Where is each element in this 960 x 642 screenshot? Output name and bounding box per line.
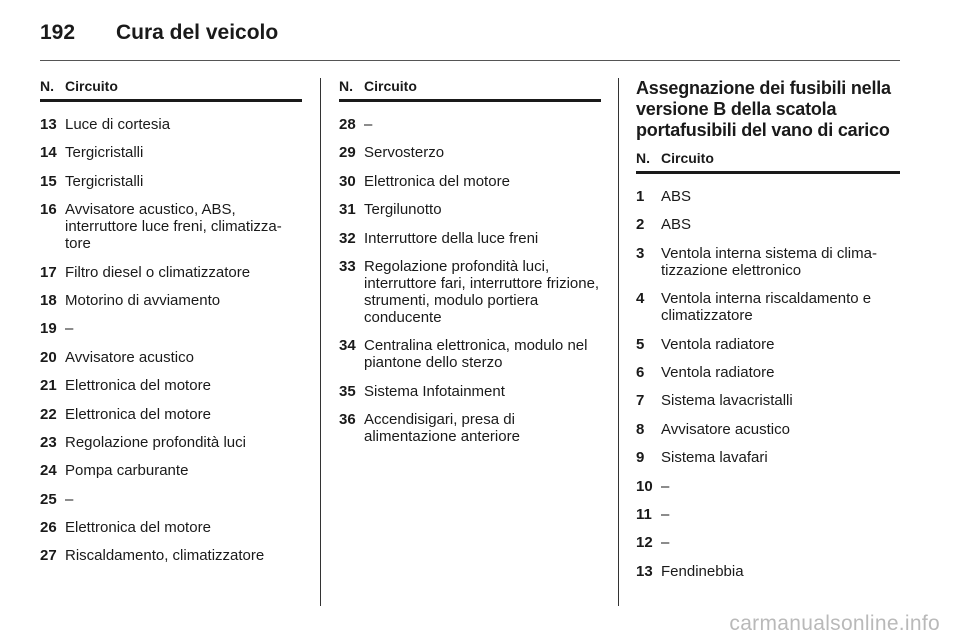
fuse-list [339,116,601,445]
fuse-number: 2 [636,216,645,234]
fuse-row [636,563,900,580]
fuse-number: 35 [339,382,356,400]
circuit-name: – [364,116,373,133]
circuit-name: Elettronica del motore [65,377,211,395]
fuse-row [339,230,601,247]
fuse-number: 20 [40,348,57,366]
fuse-row [339,144,601,161]
circuit-name: – [65,490,74,508]
fuse-number: 8 [636,420,645,438]
fuse-row [636,534,900,551]
circuit-name: Fendinebbia [661,562,744,580]
circuit-name: Tergilunotto [364,201,442,219]
fuse-number: 16 [40,201,57,219]
fuse-row [40,406,302,423]
fuse-column-2 [339,78,601,457]
column-divider [618,78,619,606]
circuit-name: Sistema lavafari [661,449,768,467]
circuit-name: Ventola interna sistema di clima-tizzazione elettronico [661,244,877,279]
fuse-row [339,201,601,218]
circuit-name: Luce di cortesia [65,116,171,133]
fuse-number: 29 [339,144,356,162]
header-circuit: Circuito [661,150,714,166]
circuit-name: Avvisatore acustico [661,420,790,438]
section-title: Assegnazione dei fusibili nella versione B della scatola portafusibili del vano di carico [636,78,891,140]
fuse-number: 24 [40,462,57,480]
fuse-row [40,144,302,161]
header-number: N. [339,78,353,94]
fuse-number: 32 [339,229,356,247]
fuse-row [339,258,601,326]
fuse-number: 9 [636,449,645,467]
header-number: N. [636,150,650,166]
circuit-name: Interruttore della luce freni [364,229,539,247]
fuse-number: 17 [40,263,57,281]
fuse-row [339,411,601,445]
fuse-row [40,491,302,508]
circuit-name: Pompa carburante [65,462,189,480]
header-circuit: Circuito [364,78,417,94]
fuse-number: 18 [40,291,57,309]
fuse-row [339,337,601,371]
circuit-name: Avvisatore acustico, ABS, interruttore luce freni, climatizza-tore [65,201,282,253]
fuse-number: 4 [636,290,645,308]
fuse-row [40,320,302,337]
fuse-number: 36 [339,411,356,429]
fuse-row [636,421,900,438]
circuit-name: Sistema Infotainment [364,382,505,400]
fuse-list [40,116,302,564]
fuse-number: 26 [40,519,57,537]
fuse-number: 15 [40,172,57,190]
header-rule [40,60,900,61]
table-header [40,78,302,102]
fuse-column-1 [40,78,302,576]
circuit-name: – [661,534,670,552]
circuit-name: Elettronica del motore [65,519,211,537]
fuse-row [40,264,302,281]
circuit-name: – [661,505,670,523]
fuse-row [636,245,900,279]
table-header [339,78,601,102]
fuse-number: 27 [40,547,57,565]
circuit-name: Servosterzo [364,144,445,162]
circuit-name: – [661,477,670,495]
circuit-name: Filtro diesel o climatizzatore [65,263,251,281]
fuse-number: 22 [40,405,57,423]
fuse-number: 34 [339,337,356,355]
circuit-name: Ventola radiatore [661,335,775,353]
fuse-row [636,478,900,495]
fuse-row [339,116,601,133]
fuse-number: 10 [636,477,653,495]
fuse-row [40,377,302,394]
circuit-name: Centralina elettronica, modulo nel piantone dello sterzo [364,337,588,372]
fuse-number: 28 [339,116,356,133]
fuse-number: 6 [636,363,645,381]
header-circuit: Circuito [65,78,118,94]
header-number: N. [40,78,54,94]
fuse-number: 25 [40,490,57,508]
fuse-number: 3 [636,244,645,262]
fuse-row [40,462,302,479]
circuit-name: Regolazione profondità luci, interruttore fari, interruttore frizione, strumenti, modulo portiera conducente [364,257,600,326]
circuit-name: Regolazione profondità luci [65,433,246,451]
circuit-name: Avvisatore acustico [65,348,194,366]
column-divider [320,78,321,606]
fuse-row [636,392,900,409]
fuse-number: 19 [40,320,57,338]
fuse-row [636,336,900,353]
fuse-row [636,506,900,523]
circuit-name: ABS [661,188,692,205]
circuit-name: Motorino di avviamento [65,291,221,309]
fuse-row [636,188,900,205]
fuse-row [339,173,601,190]
circuit-name: Ventola radiatore [661,363,775,381]
fuse-number: 14 [40,144,57,162]
circuit-name: Sistema lavacristalli [661,392,793,410]
circuit-name: ABS [661,216,692,234]
fuse-row [339,383,601,400]
circuit-name: Accendisigari, presa di alimentazione anteriore [364,411,520,446]
fuse-number: 33 [339,257,356,275]
fuse-row [40,116,302,133]
fuse-number: 1 [636,188,645,205]
fuse-row [40,173,302,190]
circuit-name: Ventola interna riscaldamento e climatizzatore [661,290,872,325]
page-title: Cura del veicolo [116,21,279,44]
fuse-row [40,201,302,252]
circuit-name: Elettronica del motore [364,172,510,190]
fuse-row [40,519,302,536]
fuse-number: 23 [40,433,57,451]
fuse-list [636,188,900,580]
circuit-name: – [65,320,74,338]
fuse-row [636,216,900,233]
fuse-number: 31 [339,201,356,219]
fuse-number: 13 [636,562,653,580]
circuit-name: Riscaldamento, climatizzatore [65,547,265,565]
fuse-number: 7 [636,392,645,410]
circuit-name: Tergicristalli [65,172,144,190]
page-header [40,18,278,48]
fuse-number: 13 [40,116,57,133]
fuse-row [636,449,900,466]
fuse-number: 11 [636,505,652,523]
page-number: 192 [40,21,76,44]
watermark: carmanualsonline.info [729,612,940,635]
fuse-number: 30 [339,172,356,190]
fuse-number: 12 [636,534,653,552]
fuse-row [636,364,900,381]
circuit-name: Tergicristalli [65,144,144,162]
fuse-number: 5 [636,335,645,353]
fuse-row [40,349,302,366]
fuse-row [40,547,302,564]
table-header [636,150,900,174]
fuse-number: 21 [40,377,57,395]
fuse-row [636,290,900,324]
fuse-row [40,434,302,451]
fuse-column-3 [636,78,900,591]
circuit-name: Elettronica del motore [65,405,211,423]
fuse-row [40,292,302,309]
